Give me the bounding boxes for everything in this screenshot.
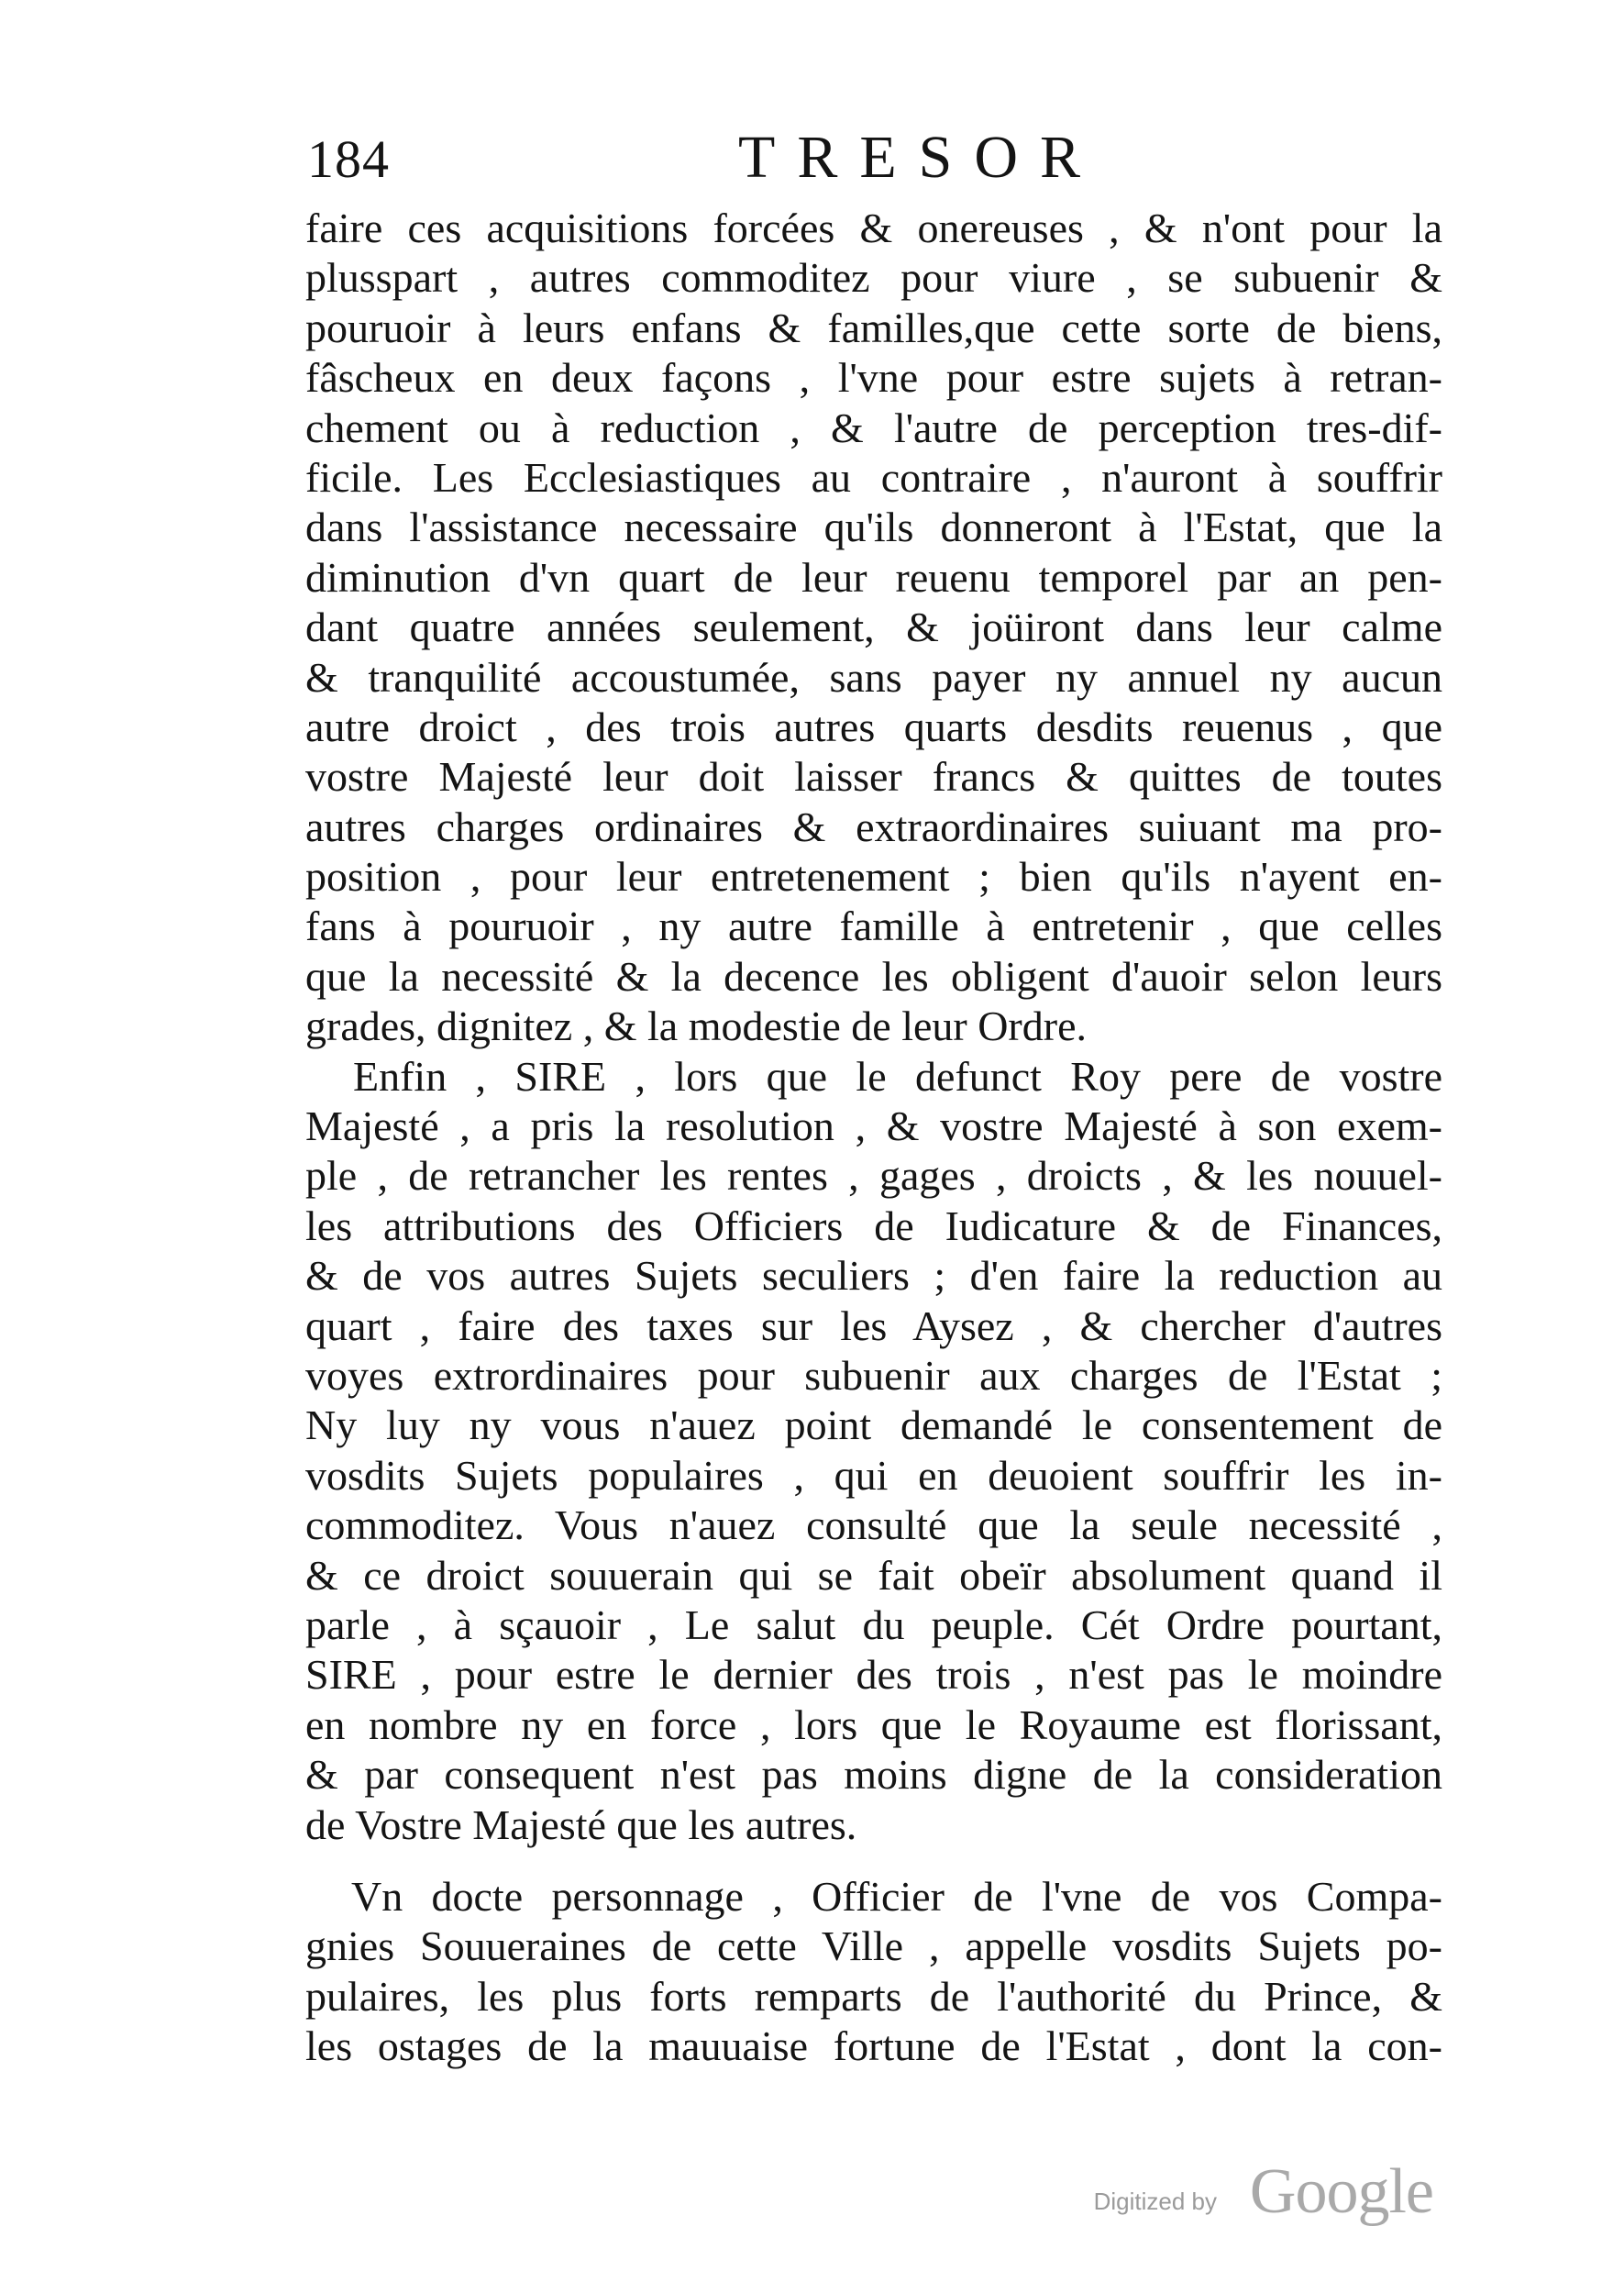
text-line: Vn docte personnage , Officier de l'vne de vos Compa- xyxy=(351,1872,1442,1920)
body-text xyxy=(305,204,1442,2071)
text-line: gnies Souueraines de cette Ville , appelle vosdits Sujets po- xyxy=(305,1922,1442,1970)
text-line: & de vos autres Sujets seculiers ; d'en faire la reduction au xyxy=(305,1252,1442,1300)
text-line: quart , faire des taxes sur les Aysez , & chercher d'autres xyxy=(305,1302,1442,1349)
text-line: les attributions des Officiers de Iudicature & de Finances, xyxy=(305,1202,1442,1249)
text-line: dans l'assistance necessaire qu'ils donneront à l'Estat, que la xyxy=(305,504,1442,551)
text-line: pulaires, les plus forts remparts de l'authorité du Prince, & xyxy=(305,1972,1442,2020)
text-line: fans à pouruoir , ny autre famille à entretenir , que celles xyxy=(305,903,1442,950)
paragraph-gap xyxy=(305,1850,1442,1872)
text-line: que la necessité & la decence les obligent d'auoir selon leurs xyxy=(305,952,1442,1000)
running-title: TRESOR xyxy=(738,124,1103,191)
text-line: & tranquilité accoustumée, sans payer ny annuel ny aucun xyxy=(305,653,1442,701)
text-line: ple , de retrancher les rentes , gages , droicts , & les nouuel- xyxy=(305,1152,1442,1200)
text-line: grades, dignitez , & la modestie de leur Ordre. xyxy=(305,1002,1087,1050)
text-line: chement ou à reduction , & l'autre de perception tres-dif- xyxy=(305,404,1442,451)
text-line: position , pour leur entretenement ; bien qu'ils n'ayent en- xyxy=(305,853,1442,901)
text-line: Majesté , a pris la resolution , & vostre Majesté à son exem- xyxy=(305,1102,1442,1150)
text-line: pouruoir à leurs enfans & familles,que cette sorte de biens, xyxy=(305,304,1442,351)
text-line: parle , à sçauoir , Le salut du peuple. Cét Ordre pourtant, xyxy=(305,1601,1442,1648)
text-line: en nombre ny en force , lors que le Royaume est florissant, xyxy=(305,1700,1442,1748)
page-header xyxy=(307,124,1444,197)
text-line: vostre Majesté leur doit laisser francs & quittes de toutes xyxy=(305,753,1442,801)
text-line: de Vostre Majesté que les autres. xyxy=(305,1800,857,1848)
text-line: & ce droict souuerain qui se fait obeïr absolument quand il xyxy=(305,1551,1442,1599)
page-number: 184 xyxy=(307,129,390,189)
text-line: vosdits Sujets populaires , qui en deuoient souffrir les in- xyxy=(305,1451,1442,1499)
paragraph xyxy=(305,1052,1442,1850)
text-line: plusspart , autres commoditez pour viure , se subuenir & xyxy=(305,254,1442,302)
paragraph xyxy=(305,1872,1442,2072)
text-line: autres charges ordinaires & extraordinaires suiuant ma pro- xyxy=(305,803,1442,850)
text-line: dant quatre années seulement, & joüiront dans leur calme xyxy=(305,604,1442,651)
text-line: Ny luy ny vous n'auez point demandé le consentement de xyxy=(305,1401,1442,1449)
text-line: fâscheux en deux façons , l'vne pour estre sujets à retran- xyxy=(305,354,1442,402)
paragraph xyxy=(305,204,1442,1052)
text-line: Enfin , SIRE , lors que le defunct Roy pere de vostre xyxy=(353,1052,1442,1100)
text-line: commoditez. Vous n'auez consulté que la seule necessité , xyxy=(305,1501,1442,1549)
text-line: ficile. Les Ecclesiastiques au contraire , n'auront à souffrir xyxy=(305,453,1442,501)
text-line: faire ces acquisitions forcées & onereuses , & n'ont pour la xyxy=(305,205,1442,251)
digitized-label: Digitized by xyxy=(1093,2188,1217,2215)
text-line: voyes extrordinaires pour subuenir aux charges de l'Estat ; xyxy=(305,1351,1442,1399)
text-line: & par consequent n'est pas moins digne de la consideration xyxy=(305,1751,1442,1799)
text-line: diminution d'vn quart de leur reuenu temporel par an pen- xyxy=(305,553,1442,601)
text-line: les ostages de la mauuaise fortune de l'Estat , dont la con- xyxy=(305,2022,1442,2070)
text-line: autre droict , des trois autres quarts desdits reuenus , que xyxy=(305,703,1442,750)
text-line: SIRE , pour estre le dernier des trois , n'est pas le moindre xyxy=(305,1651,1442,1699)
google-logo: Google xyxy=(1249,2156,1433,2227)
